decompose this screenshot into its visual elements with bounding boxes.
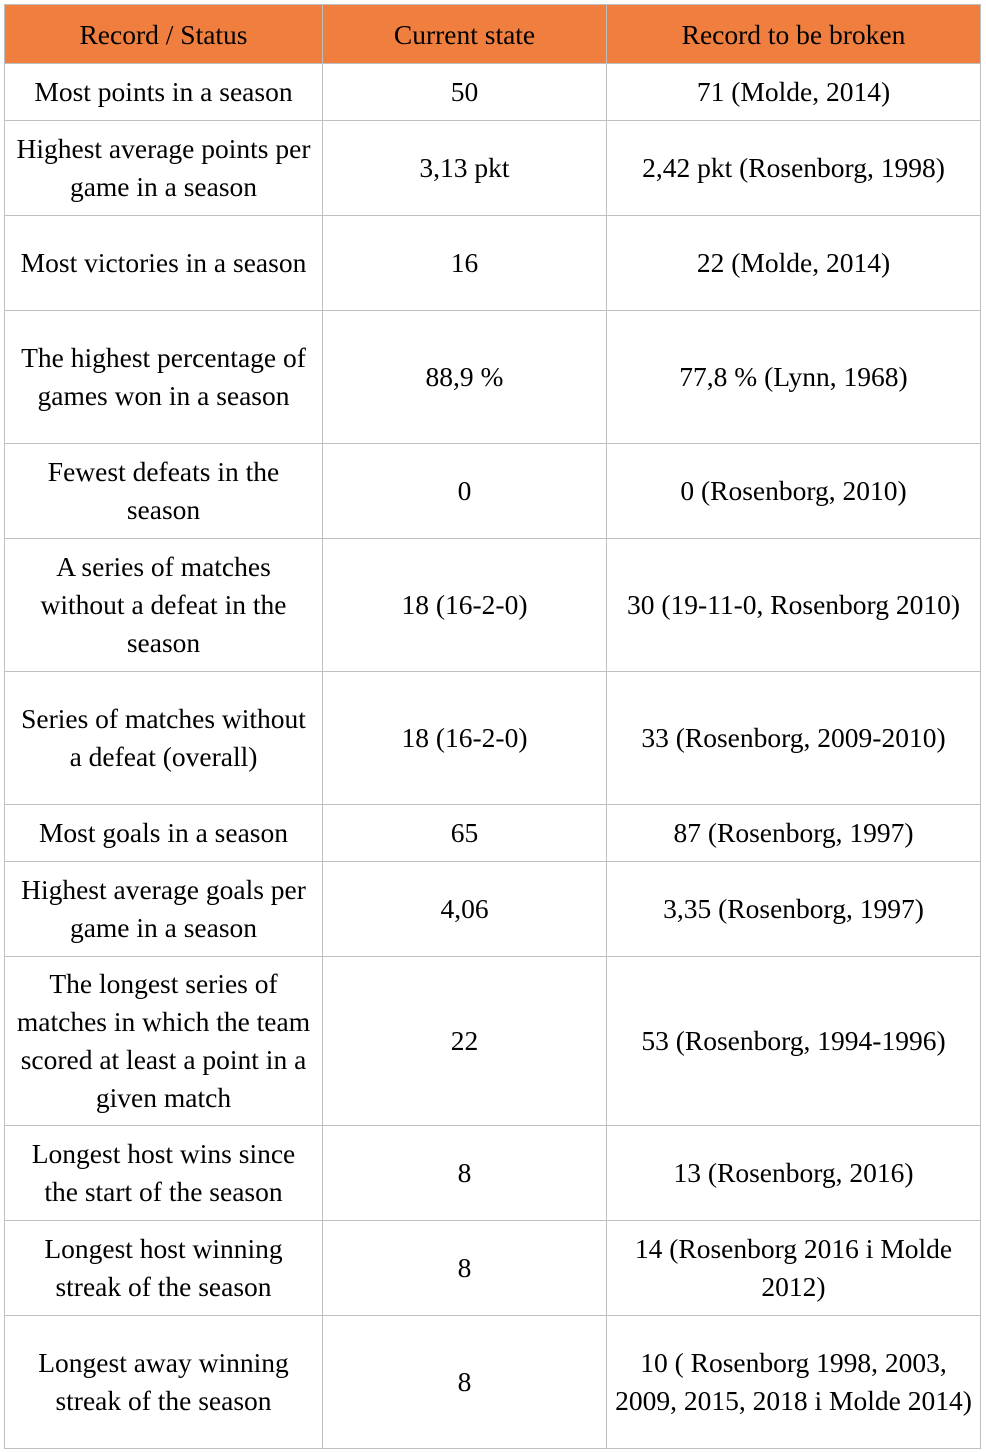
table-row <box>5 216 981 311</box>
record-name-cell: Most points in a season <box>5 64 323 121</box>
header-row <box>5 5 981 64</box>
table-row <box>5 1126 981 1221</box>
column-header-record-status: Record / Status <box>5 5 323 64</box>
record-name-cell: Most victories in a season <box>5 216 323 311</box>
records-table <box>4 4 981 1449</box>
current-state-cell: 50 <box>323 64 607 121</box>
current-state-cell: 65 <box>323 805 607 862</box>
current-state-cell: 4,06 <box>323 862 607 957</box>
record-name-cell: Series of matches without a defeat (overall) <box>5 672 323 805</box>
record-name-cell: Longest host wins since the start of the season <box>5 1126 323 1221</box>
current-state-cell: 88,9 % <box>323 311 607 444</box>
record-name-cell: A series of matches without a defeat in the season <box>5 539 323 672</box>
table-row <box>5 1316 981 1449</box>
record-to-break-cell: 53 (Rosenborg, 1994-1996) <box>607 957 981 1126</box>
current-state-cell: 8 <box>323 1126 607 1221</box>
record-name-cell: Longest host winning streak of the season <box>5 1221 323 1316</box>
table-row <box>5 957 981 1126</box>
table-row <box>5 121 981 216</box>
record-name-cell: The highest percentage of games won in a season <box>5 311 323 444</box>
record-name-cell: Highest average goals per game in a season <box>5 862 323 957</box>
current-state-cell: 16 <box>323 216 607 311</box>
table-row <box>5 64 981 121</box>
record-to-break-cell: 33 (Rosenborg, 2009-2010) <box>607 672 981 805</box>
record-name-cell: Most goals in a season <box>5 805 323 862</box>
current-state-cell: 22 <box>323 957 607 1126</box>
column-header-record-to-be-broken: Record to be broken <box>607 5 981 64</box>
current-state-cell: 8 <box>323 1316 607 1449</box>
record-name-cell: Highest average points per game in a season <box>5 121 323 216</box>
record-to-break-cell: 14 (Rosenborg 2016 i Molde 2012) <box>607 1221 981 1316</box>
record-to-break-cell: 2,42 pkt (Rosenborg, 1998) <box>607 121 981 216</box>
current-state-cell: 8 <box>323 1221 607 1316</box>
record-name-cell: Longest away winning streak of the season <box>5 1316 323 1449</box>
table-row <box>5 862 981 957</box>
current-state-cell: 0 <box>323 444 607 539</box>
table-row <box>5 444 981 539</box>
record-to-break-cell: 77,8 % (Lynn, 1968) <box>607 311 981 444</box>
current-state-cell: 18 (16-2-0) <box>323 539 607 672</box>
current-state-cell: 3,13 pkt <box>323 121 607 216</box>
record-to-break-cell: 22 (Molde, 2014) <box>607 216 981 311</box>
current-state-cell: 18 (16-2-0) <box>323 672 607 805</box>
table-row <box>5 311 981 444</box>
table-row <box>5 1221 981 1316</box>
record-to-break-cell: 71 (Molde, 2014) <box>607 64 981 121</box>
record-name-cell: The longest series of matches in which the team scored at least a point in a given match <box>5 957 323 1126</box>
table-row <box>5 539 981 672</box>
record-to-break-cell: 13 (Rosenborg, 2016) <box>607 1126 981 1221</box>
record-to-break-cell: 3,35 (Rosenborg, 1997) <box>607 862 981 957</box>
column-header-current-state: Current state <box>323 5 607 64</box>
record-name-cell: Fewest defeats in the season <box>5 444 323 539</box>
record-to-break-cell: 0 (Rosenborg, 2010) <box>607 444 981 539</box>
record-to-break-cell: 10 ( Rosenborg 1998, 2003, 2009, 2015, 2018 i Molde 2014) <box>607 1316 981 1449</box>
table-row <box>5 672 981 805</box>
record-to-break-cell: 87 (Rosenborg, 1997) <box>607 805 981 862</box>
record-to-break-cell: 30 (19-11-0, Rosenborg 2010) <box>607 539 981 672</box>
table-row <box>5 805 981 862</box>
